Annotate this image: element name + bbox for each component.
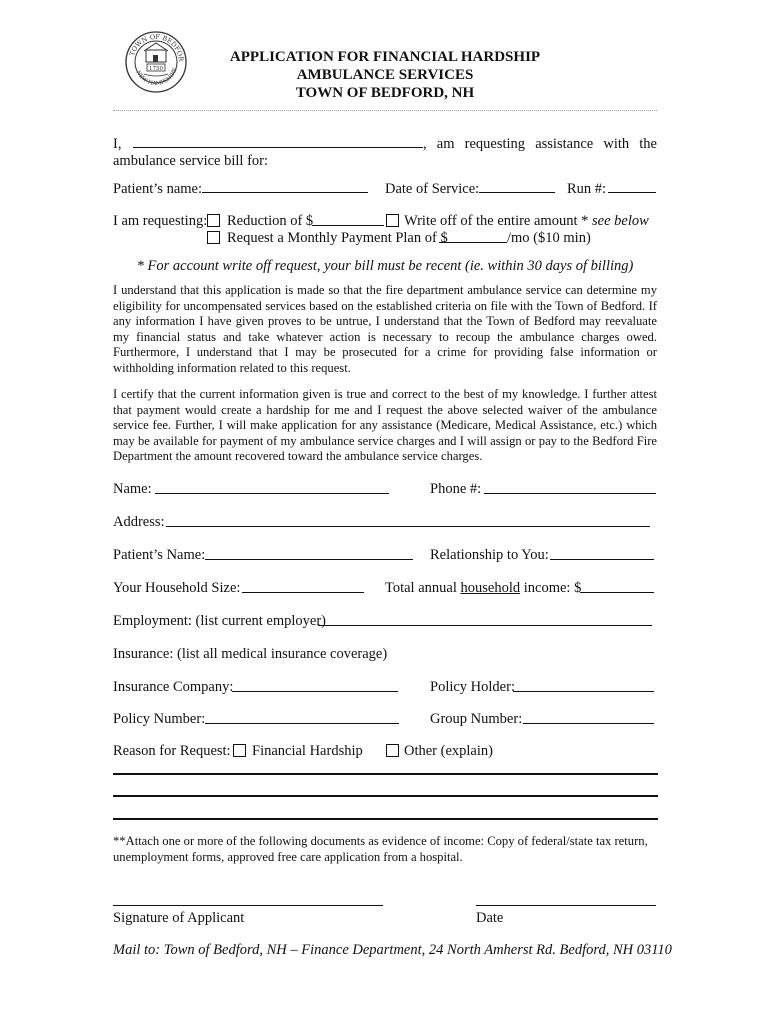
payment-plan-amount-line[interactable] (439, 242, 507, 243)
insurance-company-label: Insurance Company: (113, 679, 234, 695)
other-reason-checkbox[interactable] (386, 744, 399, 757)
employment-label: Employment: (list current employer) (113, 613, 327, 629)
write-off-label: Write off of the entire amount * see below (404, 213, 649, 229)
explain-line-1[interactable] (113, 773, 658, 775)
phone-label: Phone #: (430, 481, 482, 497)
intro-bill-text: ambulance service bill for: (113, 153, 269, 169)
form-subtitle: AMBULANCE SERVICES (296, 67, 474, 83)
financial-hardship-label: Financial Hardship (252, 743, 363, 759)
attachments-note: **Attach one or more of the following documents as evidence of income: Copy of federal/state tax return, unemployment forms, approved free care application from a hospital. (113, 834, 648, 864)
reduction-label: Reduction of $ (227, 213, 314, 229)
eligibility-paragraph: I understand that this application is made so that the fire department ambulance service can determine my eligibility for uncompensated services based on the established criteria on file with the Town of Bedford. If any information I have given proves to be untrue, I understand that the Town of Bedford may reevaluate my financial status and take whatever action is necessary to recoup the ambulance charges owed. Furthermore, I understand that I may be prosecuted for a crime for providing false information or withholding information related to this request. (113, 283, 657, 375)
policy-number-line[interactable] (205, 723, 399, 724)
address-line[interactable] (166, 526, 650, 527)
write-off-note: * For account write off request, your bill must be recent (ie. within 30 days of billing) (136, 258, 634, 274)
reduction-amount-line[interactable] (312, 225, 384, 226)
applicant-name-line[interactable] (133, 147, 423, 148)
run-number-label: Run #: (567, 181, 607, 197)
name-line[interactable] (155, 493, 389, 494)
household-size-line[interactable] (242, 592, 364, 593)
relationship-label: Relationship to You: (430, 547, 549, 563)
date-of-service-label: Date of Service: (385, 181, 480, 197)
svg-text:NEW HAMPSHIRE: NEW HAMPSHIRE (134, 67, 179, 88)
policy-holder-line[interactable] (513, 691, 654, 692)
insurance-company-line[interactable] (232, 691, 398, 692)
date-of-service-line[interactable] (479, 192, 555, 193)
write-off-checkbox[interactable] (386, 214, 399, 227)
other-reason-label: Other (explain) (404, 743, 493, 759)
name-label: Name: (113, 481, 152, 497)
patient-name-line[interactable] (202, 192, 368, 193)
payment-plan-checkbox[interactable] (207, 231, 220, 244)
payment-plan-label: Request a Monthly Payment Plan of $ (227, 230, 448, 246)
insurance-label: Insurance: (list all medical insurance coverage) (113, 646, 388, 662)
town-seal-logo (124, 30, 188, 94)
intro-requesting-text: , am requesting assistance with the (423, 136, 657, 152)
header-divider (113, 110, 657, 111)
requesting-label: I am requesting: (113, 213, 208, 229)
patient-full-name-line[interactable] (205, 559, 413, 560)
form-town: TOWN OF BEDFORD, NH (295, 85, 475, 101)
group-number-line[interactable] (523, 723, 654, 724)
group-number-label: Group Number: (430, 711, 523, 727)
intro-i-label: I, (113, 136, 122, 152)
explain-line-3[interactable] (113, 818, 658, 820)
policy-number-label: Policy Number: (113, 711, 206, 727)
financial-hardship-checkbox[interactable] (233, 744, 246, 757)
household-size-label: Your Household Size: (113, 580, 241, 596)
form-title: APPLICATION FOR FINANCIAL HARDSHIP (229, 49, 541, 65)
policy-holder-label: Policy Holder: (430, 679, 515, 695)
signature-line[interactable] (113, 905, 383, 906)
explain-line-2[interactable] (113, 795, 658, 797)
household-income-label: Total annual household income: $ (385, 580, 582, 596)
relationship-line[interactable] (550, 559, 654, 560)
date-signed-line[interactable] (476, 905, 656, 906)
svg-text:1750: 1750 (149, 66, 163, 72)
payment-plan-suffix: /mo ($10 min) (507, 230, 591, 246)
svg-text:TOWN OF BEDFORD: TOWN OF BEDFOR (127, 32, 186, 62)
reason-label: Reason for Request: (113, 743, 231, 759)
patient-name-label: Patient’s name: (113, 181, 202, 197)
signature-label: Signature of Applicant (113, 910, 245, 926)
certification-paragraph: I certify that the current information given is true and correct to the best of my knowledge. I further attest that payment would create a hardship for me and I request the above selected waiver of the ambulance service fee. Further, I will make application for any assistance (Medicare, Medical Assistance, etc.) which may be available for payment of my ambulance service charges and I will assign or pay to the Bedford Fire Department the amount recovered toward the ambulance service charges. (113, 387, 657, 463)
address-label: Address: (113, 514, 165, 530)
date-signed-label: Date (476, 910, 504, 926)
run-number-line[interactable] (608, 192, 656, 193)
mail-to-address: Mail to: Town of Bedford, NH – Finance Department, 24 North Amherst Rd. Bedford, NH 03110 (113, 942, 672, 958)
phone-line[interactable] (484, 493, 656, 494)
patient-full-name-label: Patient’s Name: (113, 547, 206, 563)
reduction-checkbox[interactable] (207, 214, 220, 227)
employment-line[interactable] (318, 625, 652, 626)
household-income-line[interactable] (580, 592, 654, 593)
